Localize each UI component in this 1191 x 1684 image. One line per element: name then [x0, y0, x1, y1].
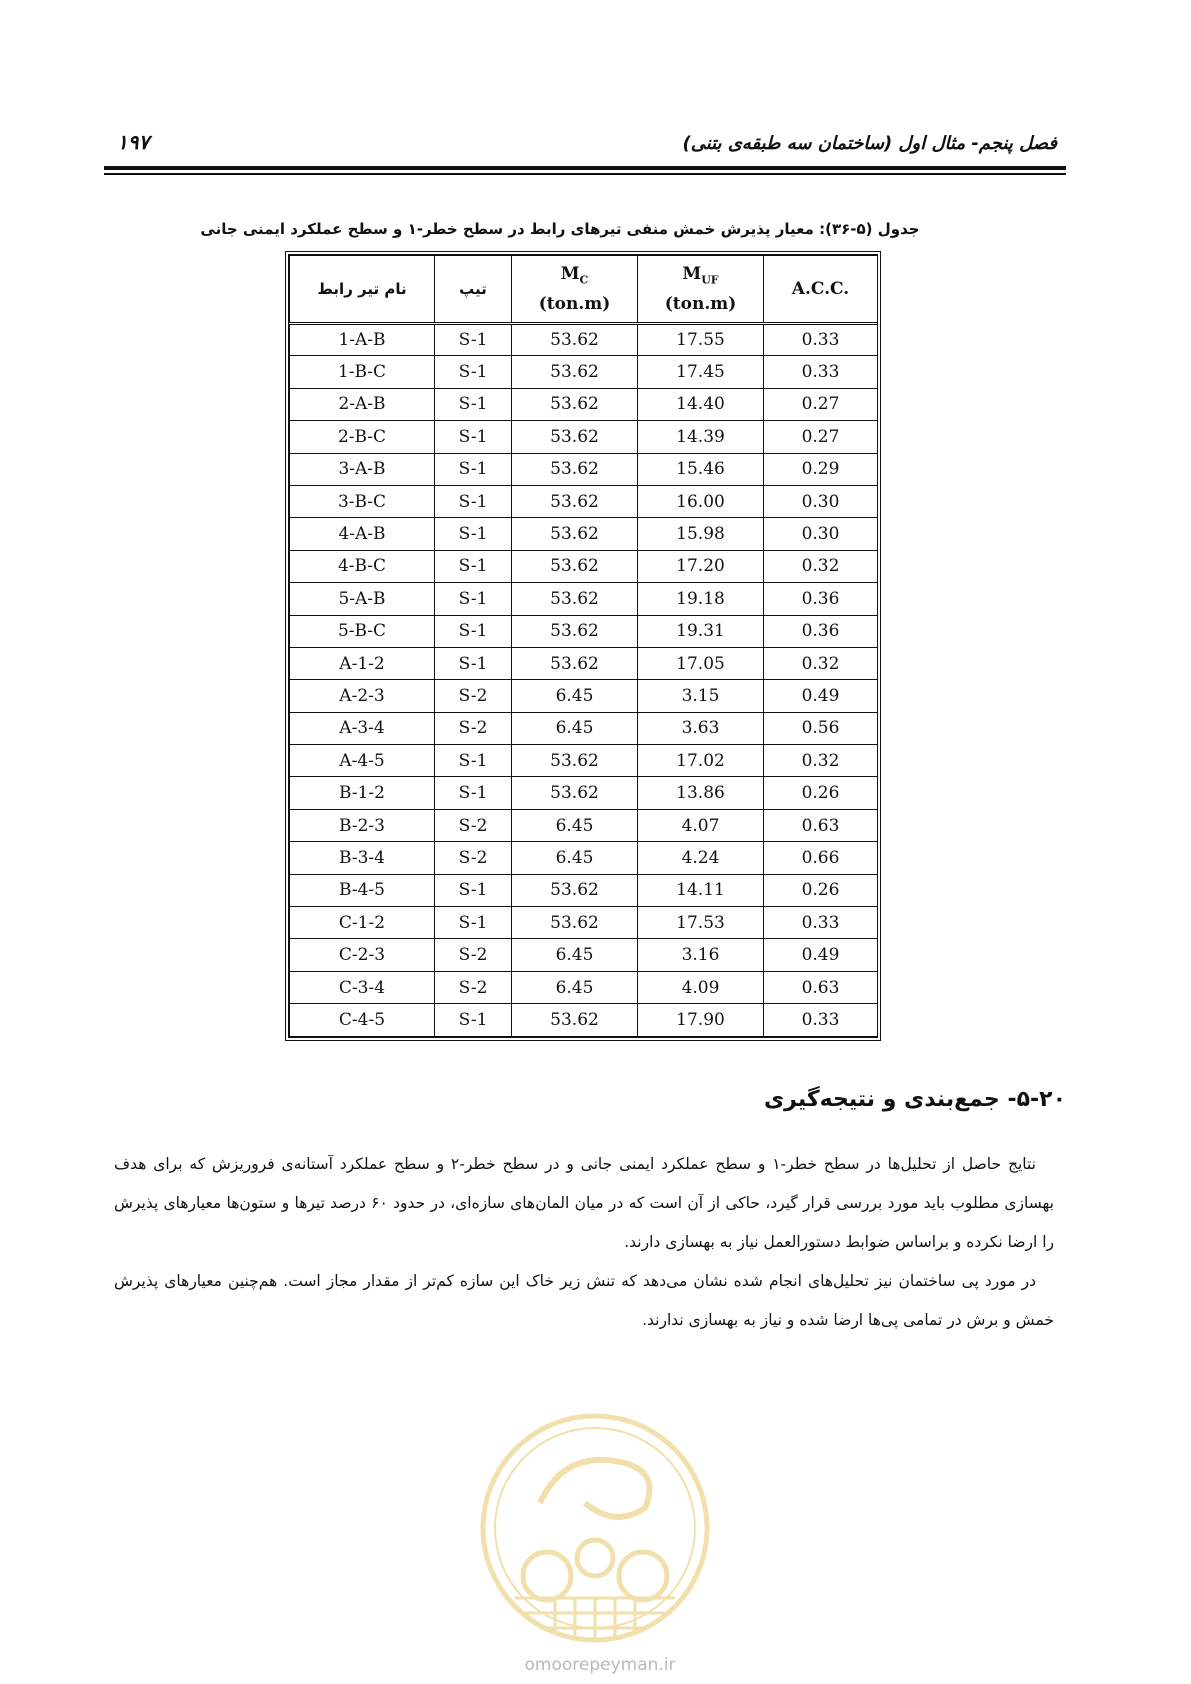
header-rule-thick	[104, 166, 1066, 170]
cell-name: C-1-2	[290, 907, 435, 939]
table-row	[290, 939, 878, 971]
table-row	[290, 615, 878, 647]
cell-muf: 17.20	[638, 550, 764, 582]
cell-type: S-1	[435, 518, 512, 550]
cell-name: B-4-5	[290, 874, 435, 906]
cell-mc: 53.62	[512, 356, 638, 388]
cell-mc: 53.62	[512, 421, 638, 453]
cell-name: B-1-2	[290, 777, 435, 809]
muf-symbol: M	[682, 263, 702, 284]
cell-mc: 53.62	[512, 324, 638, 356]
muf-unit: (ton.m)	[664, 294, 737, 315]
cell-muf: 13.86	[638, 777, 764, 809]
cell-type: S-1	[435, 907, 512, 939]
table-row	[290, 388, 878, 420]
page-number: ۱۹۷	[117, 130, 150, 154]
section-body	[114, 1145, 1054, 1340]
cell-muf: 17.53	[638, 907, 764, 939]
cell-muf: 17.02	[638, 745, 764, 777]
cell-muf: 14.39	[638, 421, 764, 453]
cell-name: B-3-4	[290, 842, 435, 874]
table-row	[290, 550, 878, 582]
table-row	[290, 356, 878, 388]
cell-muf: 3.16	[638, 939, 764, 971]
cell-mc: 53.62	[512, 1004, 638, 1036]
table-row	[290, 842, 878, 874]
cell-acc: 0.63	[764, 809, 878, 841]
cell-type: S-2	[435, 971, 512, 1003]
col-header-acc: A.C.C.	[764, 256, 878, 324]
cell-acc: 0.63	[764, 971, 878, 1003]
cell-mc: 53.62	[512, 388, 638, 420]
cell-acc: 0.33	[764, 356, 878, 388]
mc-symbol: M	[560, 263, 580, 284]
cell-acc: 0.33	[764, 1004, 878, 1036]
cell-acc: 0.30	[764, 485, 878, 517]
table-body	[290, 324, 878, 1037]
cell-type: S-2	[435, 712, 512, 744]
cell-type: S-2	[435, 680, 512, 712]
table-row	[290, 680, 878, 712]
cell-name: A-1-2	[290, 647, 435, 679]
cell-mc: 53.62	[512, 745, 638, 777]
cell-acc: 0.49	[764, 680, 878, 712]
cell-mc: 53.62	[512, 485, 638, 517]
cell-type: S-2	[435, 939, 512, 971]
cell-type: S-2	[435, 842, 512, 874]
section-heading: ۵-۲۰- جمع‌بندی و نتیجه‌گیری	[764, 1087, 1066, 1112]
cell-mc: 6.45	[512, 712, 638, 744]
cell-acc: 0.49	[764, 939, 878, 971]
cell-acc: 0.30	[764, 518, 878, 550]
cell-mc: 53.62	[512, 874, 638, 906]
cell-acc: 0.32	[764, 745, 878, 777]
col-header-name: نام تیر رابط	[290, 256, 435, 324]
cell-acc: 0.33	[764, 324, 878, 356]
cell-name: 4-B-C	[290, 550, 435, 582]
col-header-type: تیپ	[435, 256, 512, 324]
cell-name: B-2-3	[290, 809, 435, 841]
cell-name: 3-B-C	[290, 485, 435, 517]
cell-name: 3-A-B	[290, 453, 435, 485]
cell-muf: 17.90	[638, 1004, 764, 1036]
cell-mc: 53.62	[512, 907, 638, 939]
cell-acc: 0.32	[764, 647, 878, 679]
cell-type: S-1	[435, 777, 512, 809]
cell-type: S-1	[435, 324, 512, 356]
cell-mc: 53.62	[512, 615, 638, 647]
cell-type: S-2	[435, 809, 512, 841]
cell-muf: 15.98	[638, 518, 764, 550]
table-row	[290, 421, 878, 453]
data-table-frame	[285, 251, 881, 1041]
cell-type: S-1	[435, 421, 512, 453]
mc-unit: (ton.m)	[538, 294, 611, 315]
watermark-url: omoorepeyman.ir	[524, 1655, 676, 1675]
cell-type: S-1	[435, 356, 512, 388]
cell-name: C-3-4	[290, 971, 435, 1003]
table-row	[290, 485, 878, 517]
cell-mc: 6.45	[512, 971, 638, 1003]
cell-name: A-4-5	[290, 745, 435, 777]
table-caption: جدول (۵-۳۶): معیار پذیرش خمش منفی تیرهای رابط در سطح خطر-۱ و سطح عملکرد ایمنی جانی	[200, 220, 920, 238]
table-row	[290, 324, 878, 356]
cell-type: S-1	[435, 583, 512, 615]
cell-name: C-2-3	[290, 939, 435, 971]
cell-type: S-1	[435, 388, 512, 420]
cell-type: S-1	[435, 647, 512, 679]
cell-muf: 4.09	[638, 971, 764, 1003]
cell-type: S-1	[435, 615, 512, 647]
col-header-muf	[638, 256, 764, 324]
cell-acc: 0.26	[764, 777, 878, 809]
cell-muf: 14.40	[638, 388, 764, 420]
cell-muf: 17.05	[638, 647, 764, 679]
table-row	[290, 907, 878, 939]
cell-mc: 6.45	[512, 939, 638, 971]
cell-muf: 16.00	[638, 485, 764, 517]
cell-mc: 53.62	[512, 777, 638, 809]
cell-name: C-4-5	[290, 1004, 435, 1036]
cell-acc: 0.56	[764, 712, 878, 744]
cell-name: 5-A-B	[290, 583, 435, 615]
mc-subscript: C	[579, 273, 589, 287]
cell-name: 2-A-B	[290, 388, 435, 420]
cell-type: S-1	[435, 874, 512, 906]
cell-mc: 6.45	[512, 680, 638, 712]
muf-subscript: UF	[701, 273, 719, 287]
cell-acc: 0.36	[764, 583, 878, 615]
cell-type: S-1	[435, 1004, 512, 1036]
running-header-title: فصل پنجم- مثال اول (ساختمان سه طبقه‌ی بتنی)	[682, 133, 1057, 154]
table-row	[290, 874, 878, 906]
cell-muf: 17.45	[638, 356, 764, 388]
cell-name: 1-B-C	[290, 356, 435, 388]
cell-acc: 0.32	[764, 550, 878, 582]
cell-mc: 53.62	[512, 647, 638, 679]
cell-acc: 0.29	[764, 453, 878, 485]
cell-mc: 6.45	[512, 842, 638, 874]
cell-muf: 14.11	[638, 874, 764, 906]
cell-muf: 4.24	[638, 842, 764, 874]
table-row	[290, 647, 878, 679]
table-row	[290, 971, 878, 1003]
table-row	[290, 583, 878, 615]
cell-type: S-1	[435, 485, 512, 517]
cell-mc: 53.62	[512, 518, 638, 550]
table-header-row	[290, 256, 878, 324]
watermark-seal-logo	[475, 1408, 715, 1648]
cell-type: S-1	[435, 550, 512, 582]
cell-acc: 0.26	[764, 874, 878, 906]
paragraph-1: نتایج حاصل از تحلیل‌ها در سطح خطر-۱ و سطح عملکرد ایمنی جانی و در سطح خطر-۲ و سطح عملکرد آستانه‌ی فروریزش که برای هدف بهسازی مطلوب باید مورد بررسی قرار گیرد، حاکی از آن است که در میان المان‌های سازه‌ای، در حدود ۶۰ درصد تیرها و ستون‌ها معیارهای پذیرش را ارضا نکرده و براساس ضوابط دستورالعمل نیاز به بهسازی دارند.	[114, 1155, 1054, 1251]
table-row	[290, 453, 878, 485]
cell-acc: 0.66	[764, 842, 878, 874]
cell-acc: 0.27	[764, 388, 878, 420]
cell-muf: 3.63	[638, 712, 764, 744]
cell-name: 5-B-C	[290, 615, 435, 647]
cell-acc: 0.33	[764, 907, 878, 939]
cell-muf: 4.07	[638, 809, 764, 841]
paragraph-2: در مورد پی ساختمان نیز تحلیل‌های انجام شده نشان می‌دهد که تنش زیر خاک این سازه کم‌تر از مقدار مجاز است. هم‌چنین معیارهای پذیرش خمش و برش در تمامی پی‌ها ارضا شده و نیاز به بهسازی ندارند.	[114, 1272, 1054, 1329]
cell-name: 1-A-B	[290, 324, 435, 356]
cell-mc: 53.62	[512, 550, 638, 582]
cell-muf: 3.15	[638, 680, 764, 712]
cell-name: 2-B-C	[290, 421, 435, 453]
cell-type: S-1	[435, 745, 512, 777]
cell-name: A-3-4	[290, 712, 435, 744]
table-row	[290, 809, 878, 841]
col-header-mc	[512, 256, 638, 324]
cell-muf: 17.55	[638, 324, 764, 356]
table-row	[290, 777, 878, 809]
cell-mc: 6.45	[512, 809, 638, 841]
cell-acc: 0.36	[764, 615, 878, 647]
cell-acc: 0.27	[764, 421, 878, 453]
header-rule-thin	[104, 173, 1066, 175]
cell-muf: 19.18	[638, 583, 764, 615]
table-row	[290, 745, 878, 777]
data-table	[289, 255, 878, 1037]
cell-muf: 15.46	[638, 453, 764, 485]
cell-muf: 19.31	[638, 615, 764, 647]
cell-mc: 53.62	[512, 453, 638, 485]
table-row	[290, 518, 878, 550]
table-row	[290, 1004, 878, 1036]
cell-name: 4-A-B	[290, 518, 435, 550]
cell-type: S-1	[435, 453, 512, 485]
table-row	[290, 712, 878, 744]
cell-name: A-2-3	[290, 680, 435, 712]
cell-mc: 53.62	[512, 583, 638, 615]
